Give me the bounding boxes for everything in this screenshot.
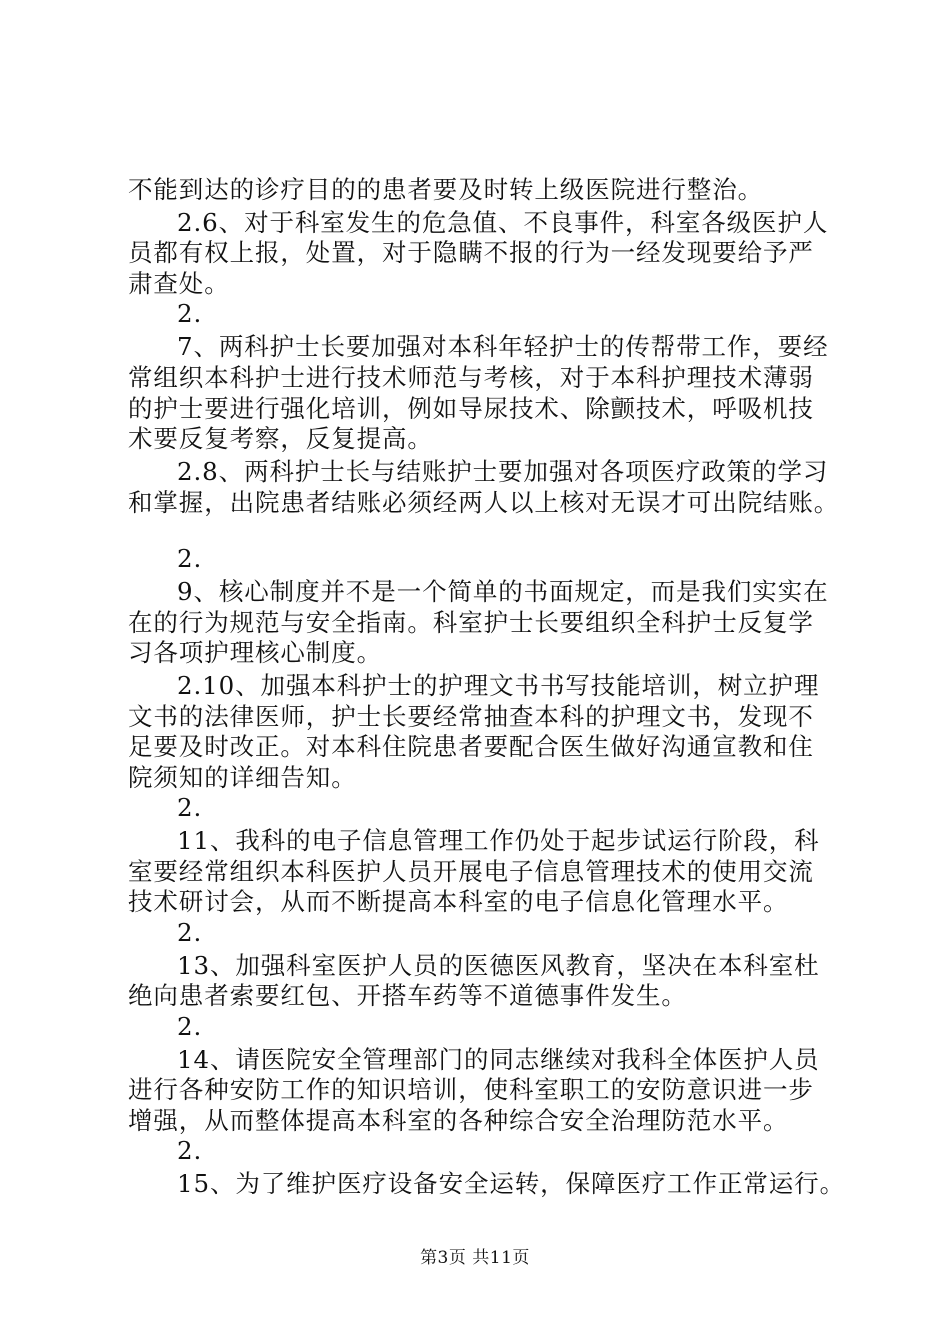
text-line: 2. bbox=[177, 544, 203, 573]
text-line: 术要反复考察，反复提高。 bbox=[128, 424, 433, 453]
text-line: 的护士要进行强化培训，例如导尿技术、除颤技术，呼吸机技 bbox=[128, 394, 814, 423]
text-line: 文书的法律医师，护士长要经常抽查本科的护理文书，发现不 bbox=[128, 702, 814, 731]
text-line: 15、为了维护医疗设备安全运转，保障医疗工作正常运行。 bbox=[177, 1169, 845, 1198]
text-line: 2.8、两科护士长与结账护士要加强对各项医疗政策的学习 bbox=[177, 457, 829, 486]
text-line: 2. bbox=[177, 299, 203, 328]
text-line: 常组织本科护士进行技术师范与考核，对于本科护理技术薄弱 bbox=[128, 363, 814, 392]
text-line: 2. bbox=[177, 1136, 203, 1165]
text-line: 技术研讨会，从而不断提高本科室的电子信息化管理水平。 bbox=[128, 887, 789, 916]
text-line: 增强，从而整体提高本科室的各种综合安全治理防范水平。 bbox=[128, 1106, 789, 1135]
text-line: 2. bbox=[177, 918, 203, 947]
text-line: 2.6、对于科室发生的危急值、不良事件，科室各级医护人 bbox=[177, 208, 829, 237]
text-line: 和掌握，出院患者结账必须经两人以上核对无误才可出院结账。 bbox=[128, 488, 840, 517]
text-line: 员都有权上报，处置，对于隐瞒不报的行为一经发现要给予严 bbox=[128, 238, 814, 267]
text-line: 在的行为规范与安全指南。科室护士长要组织全科护士反复学 bbox=[128, 608, 814, 637]
text-line: 2. bbox=[177, 1012, 203, 1041]
text-line: 13、加强科室医护人员的医德医风教育，坚决在本科室杜 bbox=[177, 951, 820, 980]
text-line: 11、我科的电子信息管理工作仍处于起步试运行阶段，科 bbox=[177, 826, 820, 855]
text-line: 进行各种安防工作的知识培训，使科室职工的安防意识进一步 bbox=[128, 1075, 814, 1104]
text-line: 习各项护理核心制度。 bbox=[128, 638, 382, 667]
text-line: 14、请医院安全管理部门的同志继续对我科全体医护人员 bbox=[177, 1045, 820, 1074]
page-footer: 第3页 共11页 bbox=[420, 1248, 530, 1268]
text-line: 肃查处。 bbox=[128, 269, 230, 298]
text-line: 足要及时改正。对本科住院患者要配合医生做好沟通宣教和住 bbox=[128, 732, 814, 761]
text-line: 2. bbox=[177, 793, 203, 822]
text-line: 室要经常组织本科医护人员开展电子信息管理技术的使用交流 bbox=[128, 857, 814, 886]
text-line: 不能到达的诊疗目的的患者要及时转上级医院进行整治。 bbox=[128, 175, 763, 204]
text-line: 7、两科护士长要加强对本科年轻护士的传帮带工作，要经 bbox=[177, 332, 829, 361]
text-line: 9、核心制度并不是一个简单的书面规定，而是我们实实在 bbox=[177, 577, 829, 606]
text-line: 2.10、加强本科护士的护理文书书写技能培训，树立护理 bbox=[177, 671, 820, 700]
text-line: 绝向患者索要红包、开搭车药等不道德事件发生。 bbox=[128, 981, 687, 1010]
text-line: 院须知的详细告知。 bbox=[128, 763, 357, 792]
